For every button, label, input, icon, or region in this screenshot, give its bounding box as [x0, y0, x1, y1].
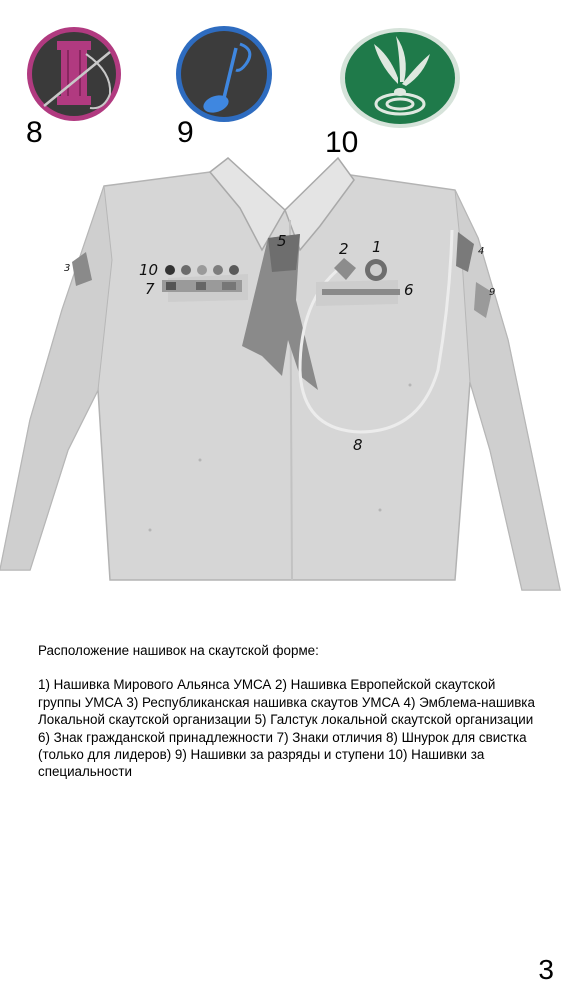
page-number: 3: [538, 954, 554, 985]
note-icon: [174, 24, 274, 124]
caption: [38, 642, 538, 781]
marker-4: 4: [478, 246, 485, 257]
patch-8-number: 8: [26, 116, 43, 149]
marker-10: 10: [139, 261, 159, 279]
marker-1: 1: [372, 238, 382, 256]
shirt-drawing: [0, 150, 567, 610]
marker-7: 7: [145, 280, 155, 298]
marker-6: 6: [404, 281, 414, 299]
patch-9-number: 9: [177, 116, 194, 149]
patch-9: [174, 24, 274, 129]
marker-2: 2: [339, 240, 349, 258]
marker-8: 8: [353, 436, 363, 454]
marker-5: 5: [277, 232, 287, 250]
caption-body: 1) Нашивка Мирового Альянса УМСА 2) Нашивка Европейской скаутской группы УМСА 3) Республиканская нашивка скаутов УМСА 4) Эмблема-нашивка Локальной скаутской организации 5) Галстук локальной скаутской организации 6) Знак гражданской принадлежности 7) Знаки отличия 8) Шнурок для свистка (только для лидеров) 9) Нашивки за разряды и ступени 10) Нашивки за специальности: [38, 677, 535, 780]
scout-shirt-illustration: [0, 150, 567, 615]
sprout-icon: [338, 26, 462, 130]
caption-title: Расположение нашивок на скаутской форме:: [38, 643, 319, 658]
patch-10-number: 10: [325, 126, 359, 159]
patch-8: [24, 24, 124, 129]
marker-9: 9: [489, 287, 496, 298]
patch-10: [338, 26, 462, 135]
spool-icon: [24, 24, 124, 124]
marker-3: 3: [64, 263, 71, 274]
